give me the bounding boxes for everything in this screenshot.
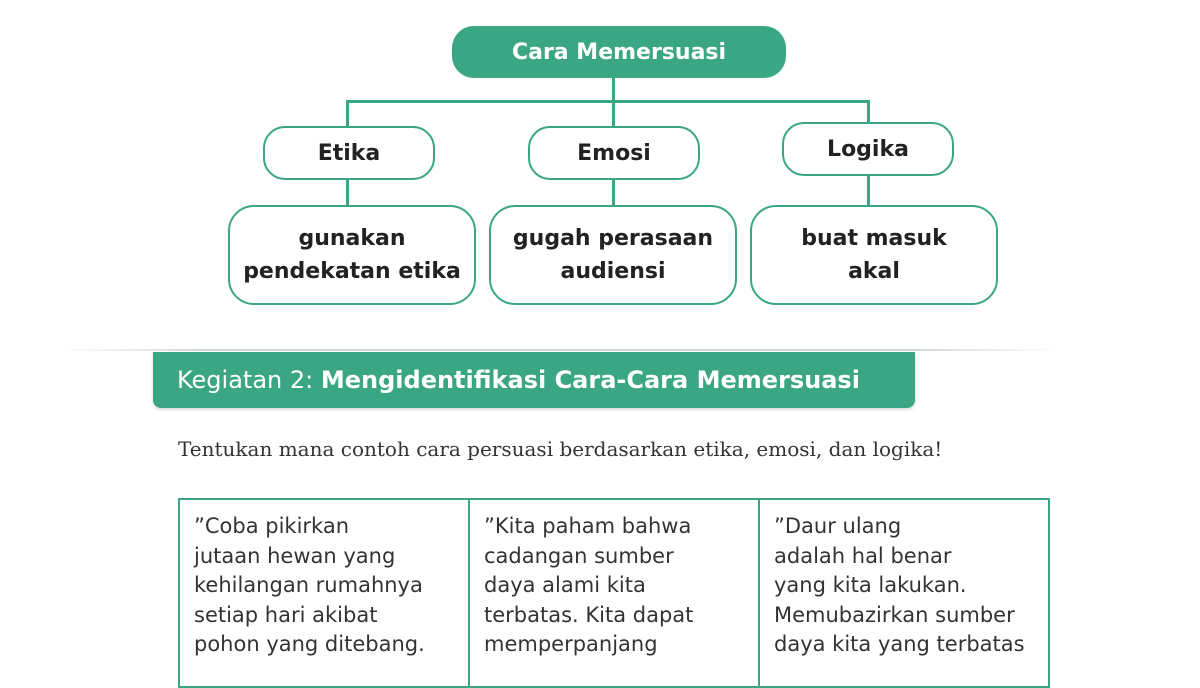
example-line: ”Daur ulang: [774, 514, 902, 538]
example-cell-3: [758, 500, 1048, 686]
section-divider: [60, 349, 1060, 351]
diagram-node-emosi: [528, 126, 700, 180]
node-label-etika: Etika: [317, 140, 381, 166]
example-line: terbatas. Kita dapat: [484, 602, 694, 627]
example-line: pohon yang ditebang.: [194, 632, 425, 656]
example-line: adalah hal benar: [774, 543, 952, 568]
diagram-root-node: [452, 26, 786, 78]
node-label-emosi: Emosi: [577, 140, 651, 166]
example-line: Memubazirkan sumber: [774, 602, 1015, 627]
desc-emosi-line: audiensi: [560, 259, 666, 284]
example-line: memperpanjang: [484, 632, 658, 656]
activity-banner: [153, 352, 915, 408]
activity-title: Mengidentifikasi Cara-Cara Memersuasi: [320, 366, 860, 394]
diagram-desc-logika: [750, 205, 998, 305]
desc-etika-line: pendekatan etika: [243, 259, 461, 284]
example-line: setiap hari akibat: [194, 602, 378, 627]
example-line: jutaan hewan yang: [194, 543, 396, 568]
diagram-desc-emosi: [489, 205, 737, 305]
connector-logika-desc: [867, 176, 870, 206]
diagram-node-etika: [263, 126, 435, 180]
desc-emosi-line: gugah perasaan: [512, 226, 714, 251]
example-line: cadangan sumber: [484, 543, 674, 568]
diagram-root-label: Cara Memersuasi: [511, 39, 727, 65]
connector-etika: [346, 100, 349, 128]
example-line: kehilangan rumahnya: [194, 573, 423, 597]
example-cell-2: [468, 500, 758, 686]
example-line: daya alami kita: [484, 573, 646, 597]
connector-emosi-desc: [612, 180, 615, 206]
desc-logika-line: buat masuk: [801, 226, 947, 251]
desc-logika-line: akal: [848, 259, 900, 284]
example-cell-1: [180, 500, 468, 686]
activity-instruction: Tentukan mana contoh cara persuasi berdasarkan etika, emosi, dan logika!: [178, 437, 943, 461]
diagram-node-logika: [782, 122, 954, 176]
activity-prefix: Kegiatan 2:: [177, 366, 321, 394]
connector-etika-desc: [346, 180, 349, 206]
example-line: daya kita yang terbatas: [774, 632, 1025, 656]
node-label-logika: Logika: [827, 136, 909, 162]
desc-etika-line: gunakan: [298, 226, 406, 251]
connector-logika: [867, 100, 870, 124]
example-line: ”Coba pikirkan: [194, 514, 350, 538]
examples-table: [178, 498, 1050, 688]
example-line: yang kita lakukan.: [774, 573, 967, 597]
example-line: ”Kita paham bahwa: [484, 514, 692, 538]
diagram-desc-etika: [228, 205, 476, 305]
connector-horizontal: [346, 100, 870, 103]
connector-emosi: [612, 100, 615, 128]
connector-root-stem: [612, 78, 615, 101]
